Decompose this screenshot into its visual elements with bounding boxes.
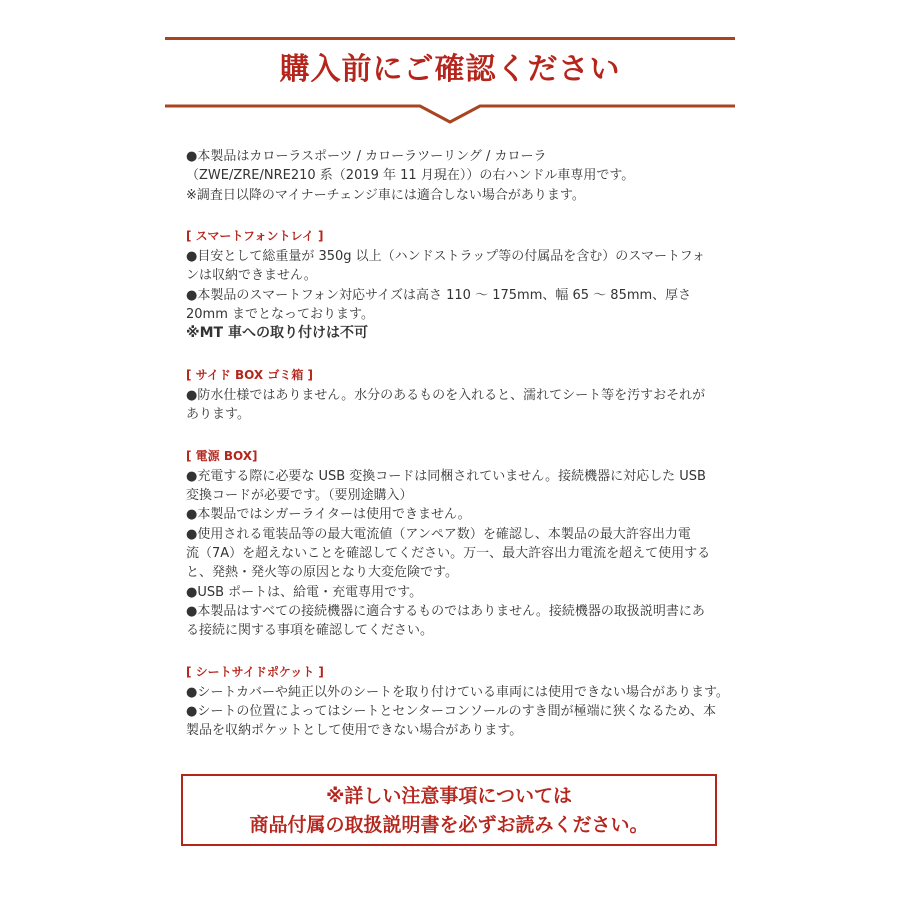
caution-body (186, 147, 729, 741)
manual-notice-box (181, 774, 717, 846)
section-line: ●本製品はすべての接続機器に適合するものではありません。接続機器の取扱説明書にあ (186, 603, 705, 619)
section-title: [ シートサイドポケット ] (186, 664, 324, 679)
section-line: 流（7A）を超えないことを確認してください。万一、最大許容出力電流を超えて使用する (186, 546, 711, 562)
page-title: 購入前にご確認ください (279, 52, 621, 87)
section-line: ●USB ポートは、給電・充電専用です。 (186, 584, 423, 600)
section-line: と、発熱・発火等の原因となり大変危険です。 (186, 565, 458, 581)
section-title: [ 電源 BOX] (186, 448, 258, 463)
section-seat-side-pocket (186, 663, 729, 741)
section-line: ●目安として総重量が 350g 以上（ハンドストラップ等の付属品を含む）のスマートフォ (186, 249, 705, 265)
section-line: ●防水仕様ではありません。水分のあるものを入れると、濡れてシート等を汚すおそれが (186, 387, 706, 403)
mt-warning-note: ※MT 車への取り付けは不可 (186, 325, 368, 342)
section-line: 変換コードが必要です。（要別途購入） (186, 488, 413, 504)
section-line: ●充電する際に必要な USB 変換コードは同梱されていません。接続機器に対応した USB (186, 468, 706, 484)
section-title: [ スマートフォントレイ ] (186, 228, 324, 243)
section-line: ●シートカバーや純正以外のシートを取り付けている車両には使用できない場合があります。 (186, 684, 729, 700)
section-line: ●使用される電装品等の最大電流値（アンペア数）を確認し、本製品の最大許容出力電 (186, 526, 691, 542)
section-side-box (186, 366, 726, 425)
notice-line-2: 商品付属の取扱説明書を必ずお読みください。 (249, 814, 649, 836)
section-power-box (186, 447, 726, 641)
section-line: ●シートの位置によってはシートとセンターコンソールのすき間が極端に狭くなるため、本 (186, 704, 717, 720)
header-bottom-rule-with-chevron (165, 96, 735, 126)
section-line: 20mm までとなっております。 (186, 307, 374, 323)
section-line: ●本製品ではシガーライターは使用できません。 (186, 507, 471, 523)
intro-line: ●本製品はカローラスポーツ / カローラツーリング / カローラ (186, 149, 547, 164)
section-line: 製品を収納ポケットとして使用できない場合があります。 (186, 723, 523, 739)
section-line: る接続に関する事項を確認してください。 (186, 623, 434, 639)
header-top-rule (165, 37, 735, 40)
intro-line: （ZWE/ZRE/NRE210 系（2019 年 11 月現在））の右ハンドル車専用です。 (186, 168, 635, 184)
section-line: ンは収納できません。 (186, 268, 317, 284)
section-line: あります。 (186, 407, 250, 423)
section-smartphone-tray (186, 227, 726, 344)
intro-line: ※調査日以降のマイナーチェンジ車には適合しない場合があります。 (186, 187, 585, 203)
section-line: ●本製品のスマートフォン対応サイズは高さ 110 ～ 175mm、幅 65 ～ 85mm、厚さ (186, 287, 692, 303)
intro-paragraph (186, 147, 726, 205)
section-title: [ サイド BOX ゴミ箱 ] (186, 367, 314, 382)
notice-line-1: ※詳しい注意事項については (325, 785, 573, 807)
